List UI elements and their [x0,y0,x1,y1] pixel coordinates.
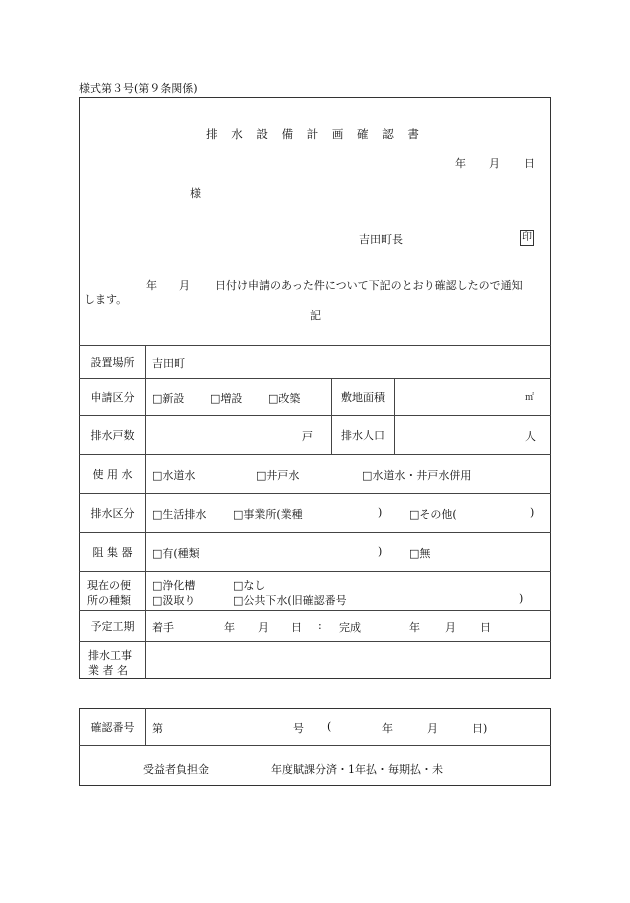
beneficiary-fee-status: 年度賦課分済・1年払・毎期払・未 [271,763,443,776]
schedule-start-year: 年 [224,621,235,634]
schedule-start-month: 月 [258,621,269,634]
toilet-option-pit[interactable]: □汲取り [152,594,196,607]
row-divider [79,345,551,346]
body-month: 月 [179,279,190,292]
toilet-label-line1: 現在の便 [87,579,131,592]
drain-option-domestic[interactable]: □生活排水 [152,508,207,521]
drain-type-label: 排水区分 [90,507,135,520]
label-column-divider [145,708,146,745]
drain-population-unit: 人 [525,430,536,443]
date-year: 年 [455,157,466,170]
interceptor-label: 阻 集 器 [92,546,133,559]
water-option-tap[interactable]: □水道水 [152,469,196,482]
households-label: 排水戸数 [90,429,135,442]
row-divider [79,532,551,533]
seal-mark: 印 [520,230,534,246]
contractor-label-line2: 業 者 名 [88,664,128,677]
confirm-month: 月 [427,722,438,735]
confirm-dai: 第 [152,722,163,735]
confirm-number-label: 確認番号 [90,721,135,734]
body-year: 年 [146,279,157,292]
addressee-suffix: 様 [190,187,201,200]
interceptor-yes-close: ) [378,545,383,558]
location-value: 吉田町 [152,357,185,370]
location-label: 設置場所 [90,356,135,369]
schedule-label: 予定工期 [90,620,135,633]
confirm-go: 号 [293,722,304,735]
interceptor-option-no[interactable]: □無 [409,547,431,560]
households-unit: 戸 [302,430,313,443]
water-source-label: 使 用 水 [92,468,133,481]
interceptor-option-yes[interactable]: □有(種類 [152,547,200,560]
beneficiary-fee-label: 受益者負担金 [143,763,209,776]
toilet-option-none[interactable]: □なし [233,579,266,592]
mid-column-divider [394,378,395,454]
row-divider [79,610,551,611]
schedule-end: 完成 [339,621,361,634]
toilet-option-septic[interactable]: □浄化槽 [152,579,196,592]
confirm-paren-open: ( [327,720,332,733]
water-option-well[interactable]: □井戸水 [256,469,300,482]
application-label: 申請区分 [90,391,135,404]
ki-mark: 記 [310,309,321,322]
body-text-line1: 日付け申請のあった件について下記のとおり確認したので通知 [215,279,523,292]
schedule-end-year: 年 [409,621,420,634]
body-text-line2: します。 [84,293,128,306]
application-option-extend[interactable]: □増設 [210,392,243,405]
form-title: 排 水 設 備 計 画 確 認 書 [206,127,424,141]
toilet-label-line2: 所の種類 [87,594,131,607]
row-divider [79,454,551,455]
row-divider [79,415,551,416]
row-divider [79,571,551,572]
drain-option-business[interactable]: □事業所(業種 [233,508,303,521]
drain-option-other[interactable]: □その他( [409,508,457,521]
toilet-public-sewer-close: ) [519,592,524,605]
contractor-label-line1: 排水工事 [88,649,132,662]
date-day: 日 [524,157,535,170]
label-column-divider [145,345,146,679]
application-option-new[interactable]: □新設 [152,392,185,405]
row-divider [79,378,551,379]
drain-business-close: ) [378,506,383,519]
date-month: 月 [489,157,500,170]
row-divider [79,493,551,494]
toilet-option-public-sewer[interactable]: □公共下水(旧確認番号 [233,594,347,607]
schedule-end-day: 日 [480,621,491,634]
site-area-label: 敷地面積 [341,391,385,404]
confirm-year: 年 [382,722,393,735]
form-number-label: 様式第３号(第９条関係) [79,82,198,95]
confirm-day: 日) [472,722,488,735]
schedule-start-day: 日 [291,621,302,634]
schedule-start: 着手 [152,621,174,634]
issuer-name: 吉田町長 [359,233,403,246]
schedule-end-month: 月 [445,621,456,634]
row-divider [79,641,551,642]
drain-other-close: ) [530,506,535,519]
water-option-both[interactable]: □水道水・井戸水併用 [362,469,472,482]
row-divider [79,745,551,746]
site-area-unit: ㎡ [525,393,535,403]
drain-population-label: 排水人口 [341,429,385,442]
schedule-separator: : [318,619,322,632]
application-option-rebuild[interactable]: □改築 [268,392,301,405]
